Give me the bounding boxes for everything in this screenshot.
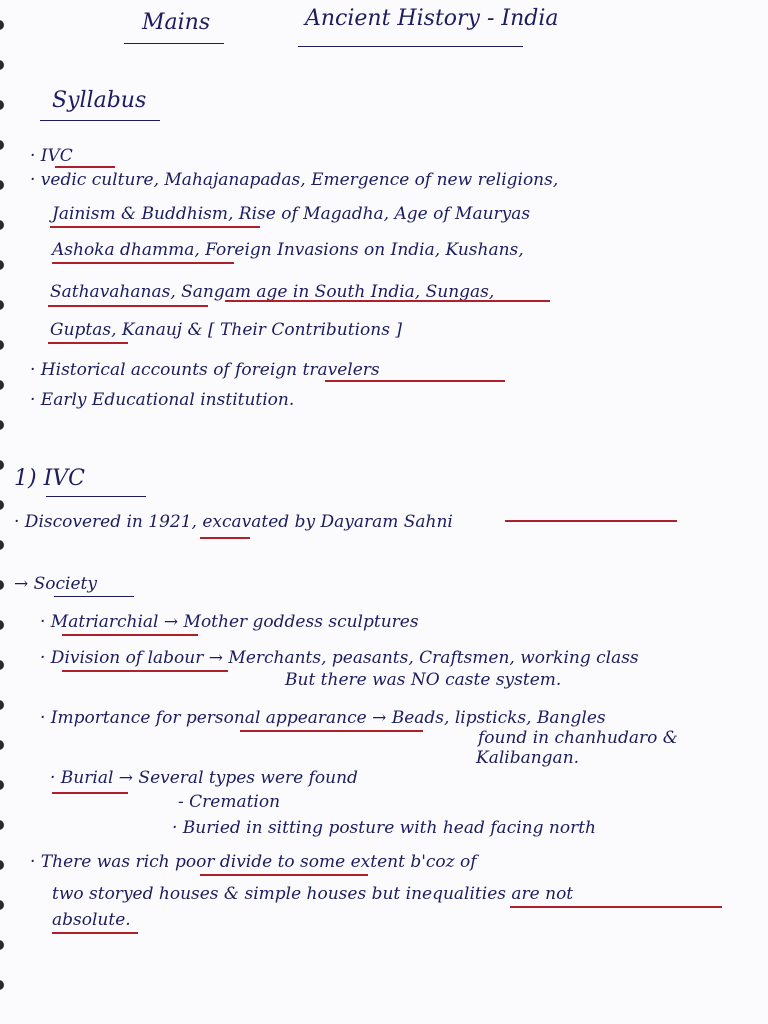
sathavahanas-underline	[48, 305, 208, 307]
syllabus-heading: Syllabus	[52, 88, 147, 113]
division-underline	[62, 670, 228, 672]
syllabus-line: Sathavahanas, Sangam age in South India, Sungas,	[50, 282, 495, 302]
society-point: · There was rich poor divide to some extent b'coz of	[30, 852, 477, 872]
society-point: But there was NO caste system.	[285, 670, 562, 690]
syllabus-line: · Early Educational institution.	[30, 390, 295, 410]
year-underline	[200, 537, 250, 539]
society-heading: → Society	[14, 574, 97, 594]
society-point: · Burial → Several types were found	[50, 768, 358, 788]
rich-poor-underline	[200, 874, 368, 876]
society-point: Kalibangan.	[476, 748, 580, 768]
syllabus-line: Jainism & Buddhism, Rise of Magadha, Age of Mauryas	[52, 204, 531, 224]
burial-underline	[52, 792, 128, 794]
syllabus-line: · Historical accounts of foreign travelers	[30, 360, 380, 380]
society-point: · Importance for personal appearance → Beads, lipsticks, Bangles	[40, 708, 606, 728]
society-point: found in chanhudaro &	[478, 728, 678, 748]
guptas-underline	[48, 342, 128, 344]
society-point: · Buried in sitting posture with head facing north	[172, 818, 596, 838]
ivc-heading: 1) IVC	[14, 466, 85, 491]
syllabus-line: · IVC	[30, 146, 73, 166]
title-underline	[298, 46, 523, 47]
ivc-underline	[55, 166, 115, 168]
society-point: - Cremation	[178, 792, 281, 812]
syllabus-line: · vedic culture, Mahajanapadas, Emergence of new religions,	[30, 170, 559, 190]
matriarchial-underline	[62, 634, 198, 636]
syllabus-line: Guptas, Kanauj & [ Their Contributions ]	[50, 320, 402, 340]
society-point: · Division of labour → Merchants, peasants, Craftsmen, working class	[40, 648, 639, 668]
appearance-underline	[240, 730, 423, 732]
inequalities-underline	[510, 906, 722, 908]
society-point: two storyed houses & simple houses but inequalities are not	[52, 884, 574, 904]
dayaram-underline	[505, 520, 677, 522]
sangam-underline	[225, 300, 550, 302]
discovered-line: · Discovered in 1921, excavated by Dayaram Sahni	[14, 512, 453, 532]
ivc-heading-underline	[46, 496, 146, 497]
syllabus-line: Ashoka dhamma, Foreign Invasions on India, Kushans,	[52, 240, 524, 260]
binding-holes	[0, 0, 8, 1024]
foreign-travelers-underline	[325, 380, 505, 382]
jainism-underline	[50, 226, 260, 228]
society-underline	[54, 596, 134, 597]
absolute-underline	[52, 932, 138, 934]
subject-title: Mains	[142, 10, 211, 35]
ashoka-underline	[52, 262, 234, 264]
society-point: absolute.	[52, 910, 131, 930]
page-title: Ancient History - India	[305, 6, 559, 31]
subject-underline	[124, 43, 224, 44]
society-point: · Matriarchial → Mother goddess sculptures	[40, 612, 419, 632]
syllabus-underline	[40, 120, 160, 121]
